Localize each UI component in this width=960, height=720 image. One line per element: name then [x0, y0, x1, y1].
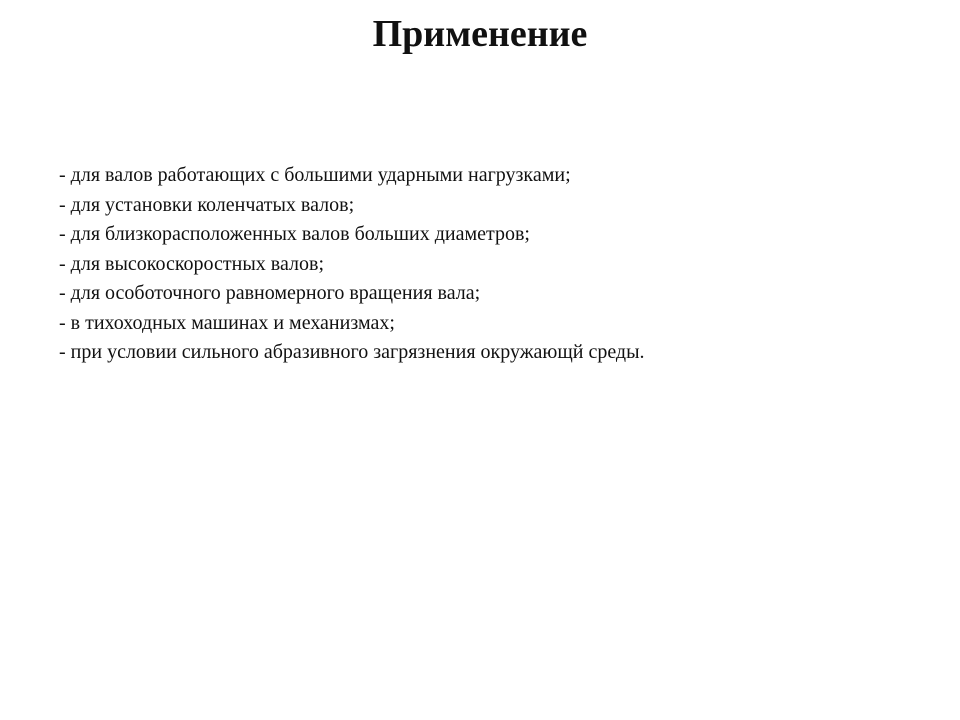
list-item: - для близкорасположенных валов больших диаметров; — [59, 223, 530, 245]
list-item: - для валов работающих с большими ударными нагрузками; — [59, 164, 571, 186]
list-item: - для установки коленчатых валов; — [59, 193, 355, 216]
list-item: - для особоточного равномерного вращения вала; — [59, 282, 481, 304]
slide-title: Применение — [372, 13, 588, 55]
list-item: - в тихоходных машинах и механизмах; — [59, 311, 395, 334]
application-list — [59, 161, 919, 368]
list-item: - для высокоскоростных валов; — [59, 252, 325, 275]
list-item: - при условии сильного абразивного загрязнения окружающй среды. — [59, 341, 645, 363]
